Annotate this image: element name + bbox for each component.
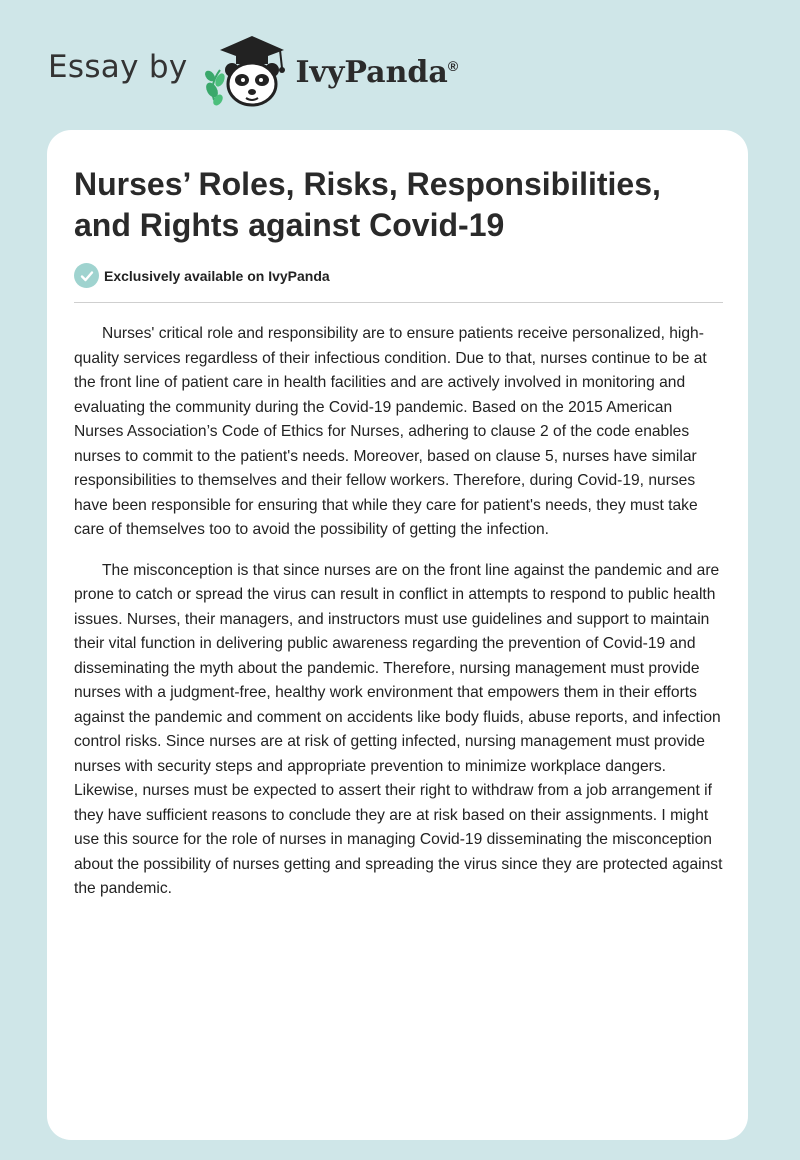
paragraph: Nurses' critical role and responsibility are to ensure patients receive personalized, high-quality services regardless of their infectious condition. Due to that, nurses continue to be at the front line of patient care in health facilities and are actively involved in monitoring and evaluating the community during the Covid-19 pandemic. Based on the 2015 American Nurses Association’s Code of Ethics for Nurses, adhering to clause 2 of the code enables nurses to commit to the patient's needs. Moreover, based on clause 5, nurses have similar responsibilities to themselves and their fellow workers. Therefore, during Covid-19, nurses have been responsible for ensuring that while they care for patient's needs, they must take care of themselves too to avoid the possibility of getting the infection. xyxy=(74,325,707,538)
ivy-leaf-icon xyxy=(203,69,227,107)
essay-body xyxy=(74,322,724,918)
divider xyxy=(74,302,723,303)
brand-name-text: IvyPanda xyxy=(295,54,448,90)
registered-mark: ® xyxy=(447,57,459,74)
site-header-brand[interactable] xyxy=(48,30,548,110)
essay-card xyxy=(47,130,748,1140)
exclusive-label: Exclusively available on IvyPanda xyxy=(104,267,330,284)
essay-by-label: Essay by xyxy=(48,49,188,85)
check-circle-icon xyxy=(74,263,99,288)
panda-graduate-icon xyxy=(200,30,290,110)
paragraph: The misconception is that since nurses are on the front line against the pandemic and are prone to catch or spread the virus can result in conflict in attempts to respond to public health issues. Nurses, their managers, and instructors must use guidelines and support to maintain their vital function in delivering public awareness regarding the prevention of Covid-19 and disseminating the myth about the pandemic. Therefore, nursing management must provide nurses with a judgment-free, healthy work environment that empowers them in their efforts against the pandemic and comment on accidents like body fluids, abuse reports, and infection control risks. Since nurses are at risk of getting infected, nursing management must provide nurses with security steps and appropriate prevention to minimize workplace dangers. Likewise, nurses must be expected to assert their right to withdraw from a job arrangement if they have sufficient reasons to conclude they are at risk based on their assignments. I might use this source for the role of nurses in managing Covid-19 disseminating the misconception about the possibility of nurses getting and spreading the virus since they are protected against the pandemic. xyxy=(74,561,723,897)
essay-title: Nurses’ Roles, Risks, Responsibilities, and Rights against Covid-19 xyxy=(74,166,661,243)
brand-name xyxy=(296,55,459,90)
exclusive-badge xyxy=(74,263,330,288)
